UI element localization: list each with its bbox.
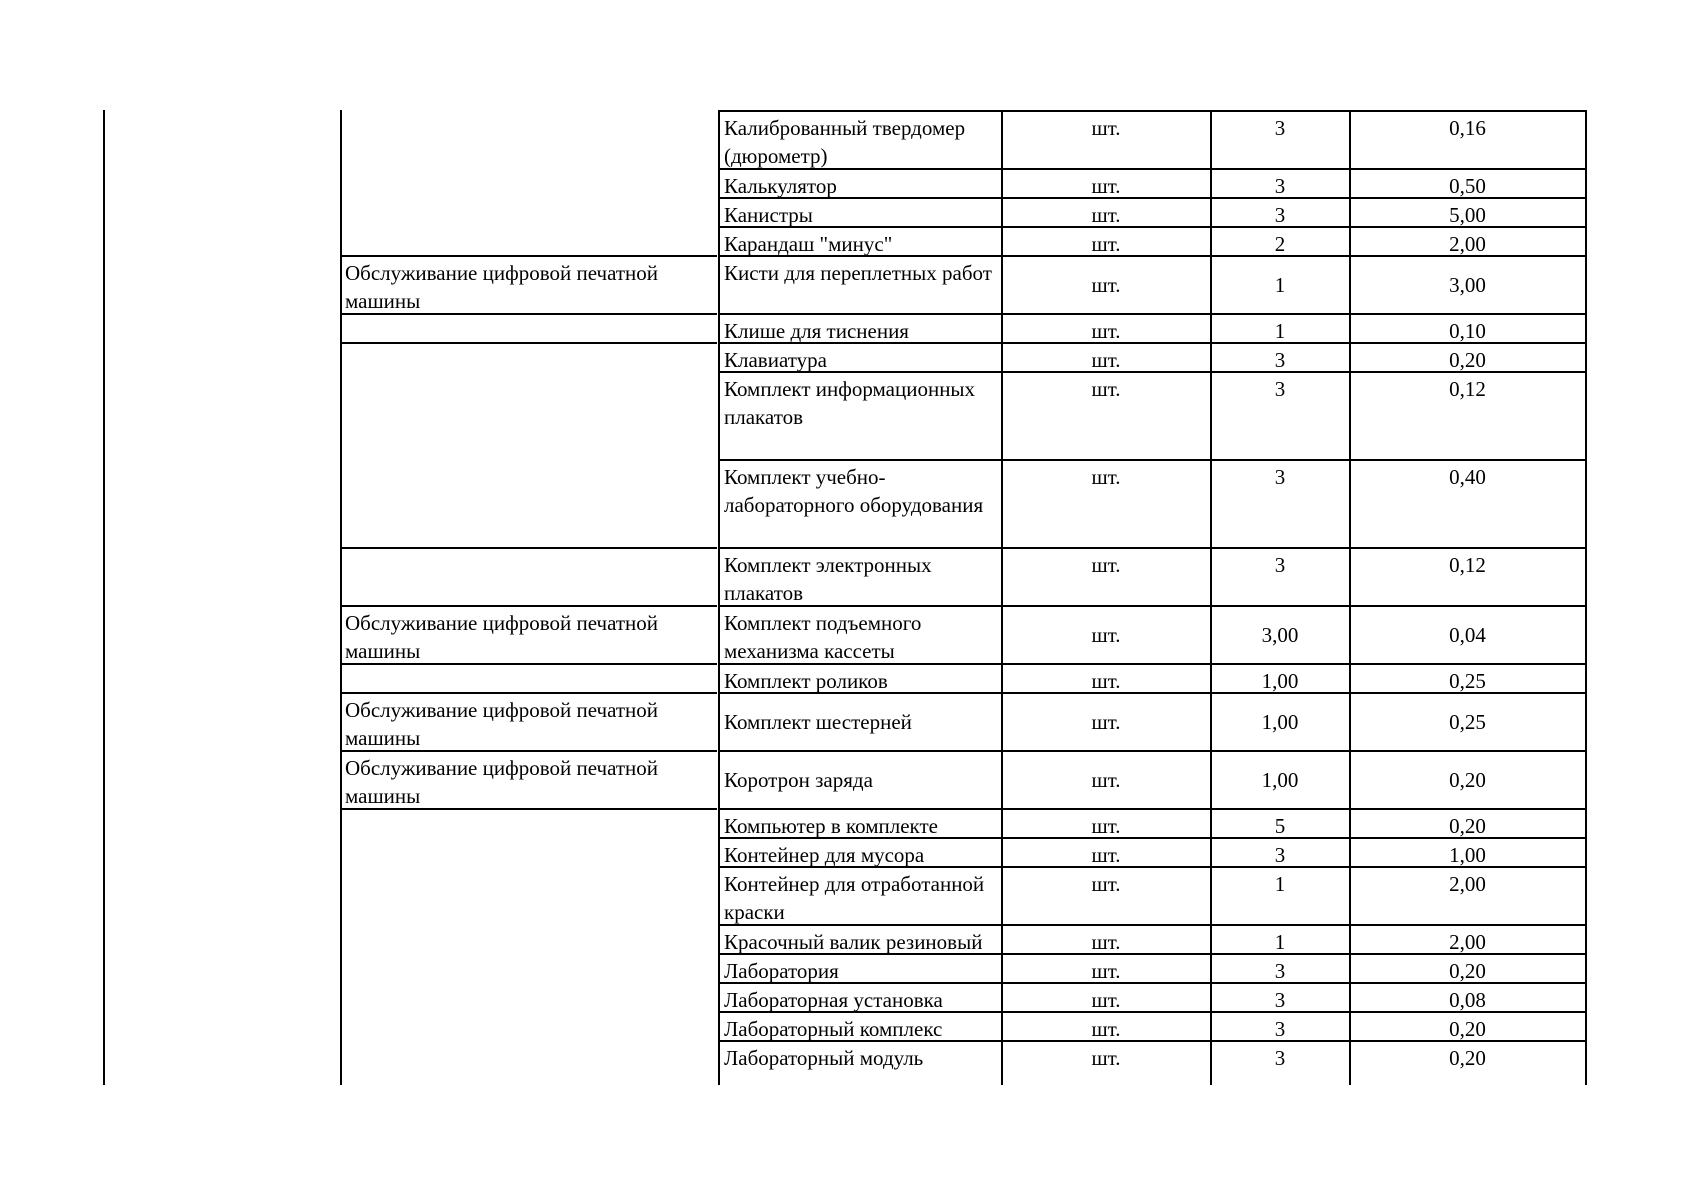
row-item-name: Карандаш "минус"	[718, 226, 1003, 257]
row-item-name: Красочный валик резиновый	[718, 924, 1003, 955]
row-item-name: Контейнер для отработанной краски	[718, 866, 1003, 926]
row-description	[342, 924, 717, 955]
row-quantity: 3	[1211, 197, 1351, 228]
row-unit: шт.	[1002, 547, 1212, 607]
row-norm: 0,20	[1350, 1011, 1587, 1042]
row-unit: шт.	[1002, 808, 1212, 839]
table-row	[0, 342, 1697, 373]
row-norm: 0,20	[1350, 1040, 1587, 1085]
row-norm: 2,00	[1350, 866, 1587, 926]
row-description	[342, 953, 717, 984]
row-item-name: Комплект роликов	[718, 663, 1003, 694]
row-unit: шт.	[1002, 692, 1212, 752]
row-item-name: Комплект учебно-лабораторного оборудования	[718, 459, 1003, 549]
row-description	[342, 837, 717, 868]
row-unit: шт.	[1002, 226, 1212, 257]
row-description	[342, 808, 717, 839]
row-description	[342, 313, 717, 344]
row-norm: 0,10	[1350, 313, 1587, 344]
table-row	[0, 226, 1697, 257]
row-description	[342, 866, 717, 926]
row-description	[342, 371, 717, 461]
row-unit: шт.	[1002, 982, 1212, 1013]
row-unit: шт.	[1002, 663, 1212, 694]
row-unit: шт.	[1002, 459, 1212, 549]
row-quantity: 3	[1211, 168, 1351, 199]
row-quantity: 3	[1211, 342, 1351, 373]
row-description	[342, 110, 717, 170]
row-quantity: 3	[1211, 953, 1351, 984]
table-row	[0, 866, 1697, 926]
row-norm: 0,12	[1350, 547, 1587, 607]
row-norm: 0,04	[1350, 605, 1587, 665]
row-description: Обслуживание цифровой печатной машины	[342, 750, 717, 810]
row-unit: шт.	[1002, 168, 1212, 199]
table-row	[0, 924, 1697, 955]
row-norm: 2,00	[1350, 924, 1587, 955]
row-norm: 0,08	[1350, 982, 1587, 1013]
table-row	[0, 605, 1697, 665]
table-row	[0, 168, 1697, 199]
table-row	[0, 459, 1697, 549]
table-row	[0, 1011, 1697, 1042]
row-description	[342, 197, 717, 228]
table-row	[0, 197, 1697, 228]
row-quantity: 5	[1211, 808, 1351, 839]
row-description	[342, 168, 717, 199]
row-norm: 0,25	[1350, 692, 1587, 752]
table-row	[0, 953, 1697, 984]
row-unit: шт.	[1002, 1040, 1212, 1085]
table-row	[0, 692, 1697, 752]
row-unit: шт.	[1002, 342, 1212, 373]
table-row	[0, 547, 1697, 607]
row-unit: шт.	[1002, 1011, 1212, 1042]
row-norm: 2,00	[1350, 226, 1587, 257]
row-norm: 0,40	[1350, 459, 1587, 549]
row-description	[342, 1011, 717, 1042]
row-quantity: 3	[1211, 1040, 1351, 1085]
row-unit: шт.	[1002, 371, 1212, 461]
row-unit: шт.	[1002, 837, 1212, 868]
row-quantity: 1,00	[1211, 663, 1351, 694]
row-quantity: 3	[1211, 459, 1351, 549]
row-quantity: 1,00	[1211, 750, 1351, 810]
row-unit: шт.	[1002, 750, 1212, 810]
row-unit: шт.	[1002, 313, 1212, 344]
row-description: Обслуживание цифровой печатной машины	[342, 692, 717, 752]
row-unit: шт.	[1002, 866, 1212, 926]
table-row	[0, 313, 1697, 344]
row-item-name: Комплект шестерней	[718, 692, 1003, 752]
row-quantity: 3	[1211, 1011, 1351, 1042]
row-norm: 0,50	[1350, 168, 1587, 199]
row-norm: 1,00	[1350, 837, 1587, 868]
row-description	[342, 1040, 717, 1085]
table-row	[0, 750, 1697, 810]
row-item-name: Клише для тиснения	[718, 313, 1003, 344]
row-unit: шт.	[1002, 953, 1212, 984]
row-norm: 0,20	[1350, 342, 1587, 373]
table-row	[0, 255, 1697, 315]
row-description: Обслуживание цифровой печатной машины	[342, 255, 717, 315]
row-norm: 0,20	[1350, 750, 1587, 810]
row-description	[342, 342, 717, 373]
row-quantity: 2	[1211, 226, 1351, 257]
row-item-name: Контейнер для мусора	[718, 837, 1003, 868]
row-description	[342, 547, 717, 607]
row-description	[342, 226, 717, 257]
row-quantity: 1	[1211, 255, 1351, 315]
row-unit: шт.	[1002, 197, 1212, 228]
row-norm: 0,25	[1350, 663, 1587, 694]
row-quantity: 3	[1211, 110, 1351, 170]
row-quantity: 1	[1211, 313, 1351, 344]
row-quantity: 3	[1211, 371, 1351, 461]
table-row	[0, 1040, 1697, 1085]
table-row	[0, 371, 1697, 461]
row-quantity: 3,00	[1211, 605, 1351, 665]
table-row	[0, 808, 1697, 839]
row-item-name: Комплект подъемного механизма кассеты	[718, 605, 1003, 665]
row-item-name: Коротрон заряда	[718, 750, 1003, 810]
row-norm: 5,00	[1350, 197, 1587, 228]
row-quantity: 1,00	[1211, 692, 1351, 752]
row-item-name: Лабораторный модуль	[718, 1040, 1003, 1085]
row-item-name: Компьютер в комплекте	[718, 808, 1003, 839]
row-description	[342, 459, 717, 549]
row-item-name: Комплект информационных плакатов	[718, 371, 1003, 461]
row-description: Обслуживание цифровой печатной машины	[342, 605, 717, 665]
row-norm: 0,12	[1350, 371, 1587, 461]
row-item-name: Комплект электронных плакатов	[718, 547, 1003, 607]
row-unit: шт.	[1002, 255, 1212, 315]
row-norm: 0,20	[1350, 953, 1587, 984]
row-quantity: 3	[1211, 547, 1351, 607]
row-item-name: Кисти для переплетных работ	[718, 255, 1003, 315]
table-row	[0, 837, 1697, 868]
row-description	[342, 982, 717, 1013]
row-item-name: Лаборатория	[718, 953, 1003, 984]
row-quantity: 1	[1211, 924, 1351, 955]
row-item-name: Лабораторный комплекс	[718, 1011, 1003, 1042]
row-description	[342, 663, 717, 694]
row-quantity: 3	[1211, 837, 1351, 868]
row-item-name: Клавиатура	[718, 342, 1003, 373]
row-norm: 0,20	[1350, 808, 1587, 839]
row-quantity: 1	[1211, 866, 1351, 926]
row-unit: шт.	[1002, 605, 1212, 665]
table-row	[0, 663, 1697, 694]
table-row	[0, 110, 1697, 170]
table-row	[0, 982, 1697, 1013]
row-item-name: Калькулятор	[718, 168, 1003, 199]
row-quantity: 3	[1211, 982, 1351, 1013]
row-norm: 3,00	[1350, 255, 1587, 315]
row-item-name: Лабораторная установка	[718, 982, 1003, 1013]
row-item-name: Калиброванный твердомер (дюрометр)	[718, 110, 1003, 170]
row-norm: 0,16	[1350, 110, 1587, 170]
row-item-name: Канистры	[718, 197, 1003, 228]
row-unit: шт.	[1002, 110, 1212, 170]
row-unit: шт.	[1002, 924, 1212, 955]
